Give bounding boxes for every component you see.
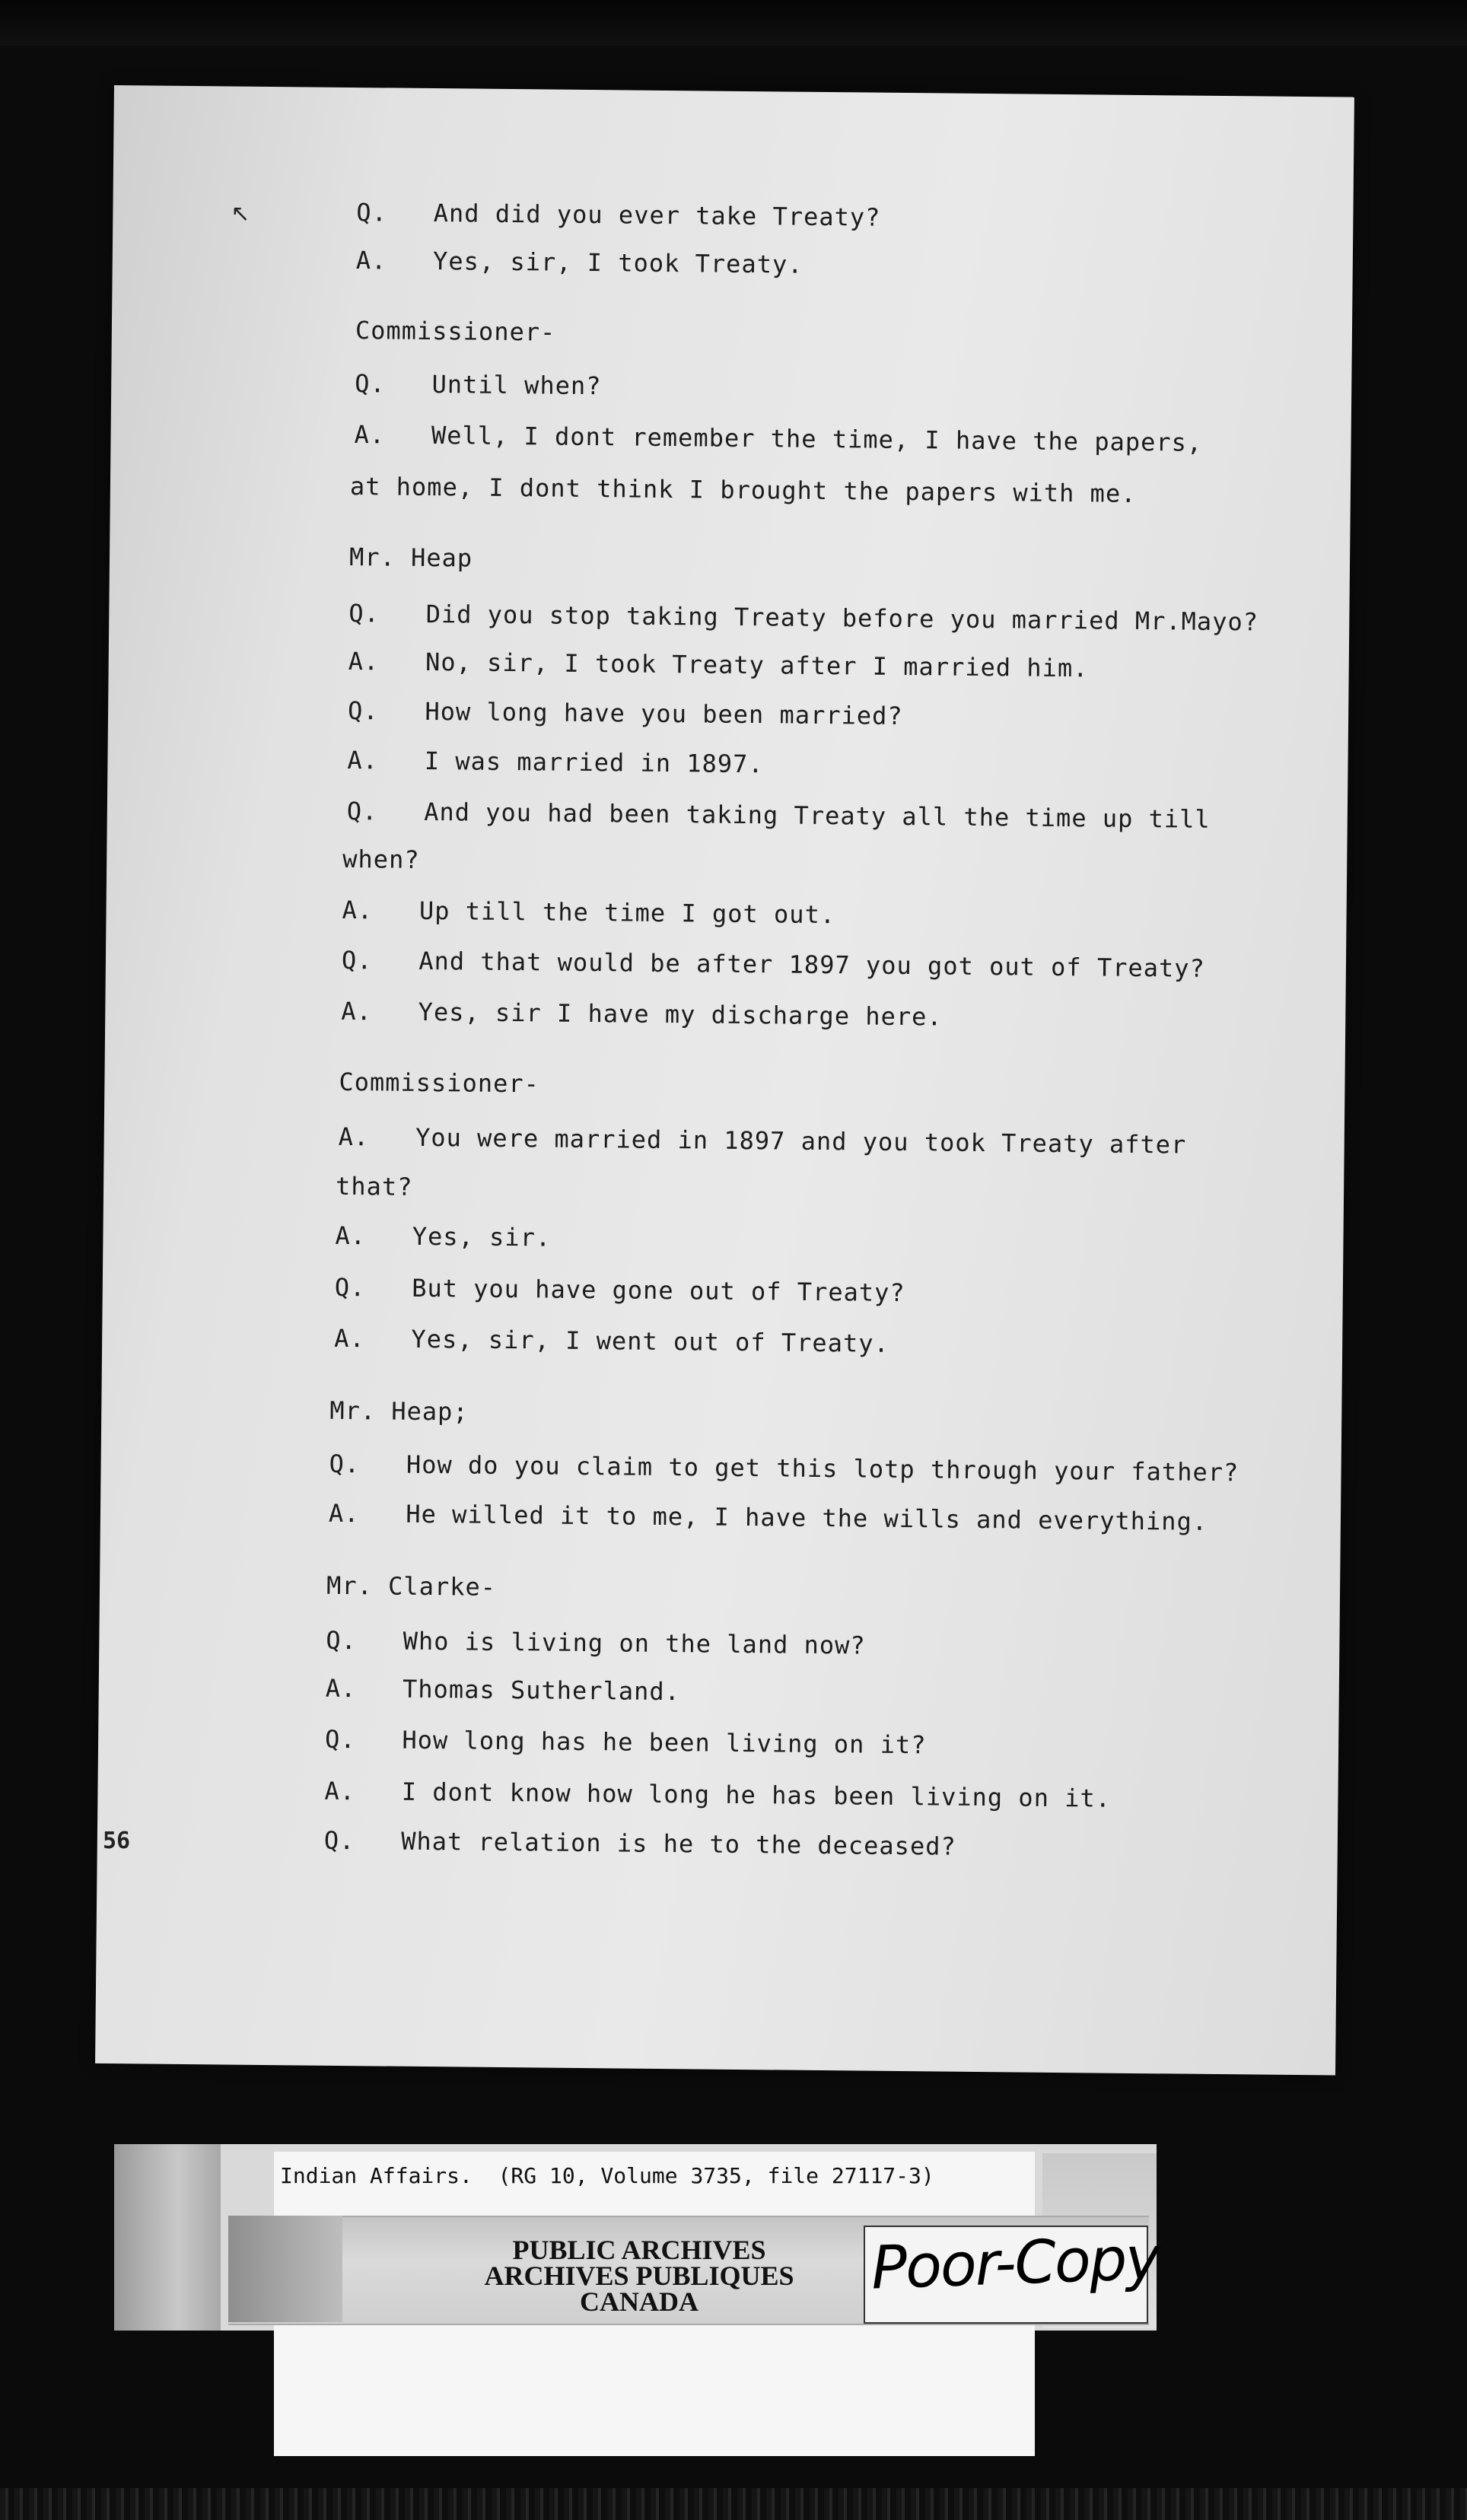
transcript-line: Q. How long has he been living on it? xyxy=(324,1724,927,1760)
transcript-line: Q. Until when? xyxy=(355,369,602,401)
transcript-line: Q. But you have gone out of Treaty? xyxy=(334,1272,905,1308)
transcript-line: Mr. Heap xyxy=(348,542,473,573)
margin-mark-icon: ↖ xyxy=(231,200,250,228)
transcript-line: A. Thomas Sutherland. xyxy=(325,1673,681,1707)
transcript-line: when? xyxy=(342,844,420,874)
transcript-line: Q. Did you stop taking Treaty before you married Mr.Mayo? xyxy=(348,598,1259,637)
transcript-line: Mr. Heap; xyxy=(329,1395,469,1427)
transcript-line: Q. How long have you been married? xyxy=(347,695,903,730)
transcript-line: A. He willed it to me, I have the wills and everything. xyxy=(328,1498,1208,1536)
document-page xyxy=(95,85,1354,2076)
transcript-line: Q. And that would be after 1897 you got out of Treaty? xyxy=(341,945,1205,983)
archive-line-1: PUBLIC ARCHIVES xyxy=(512,2235,766,2265)
archive-reference: Indian Affairs. (RG 10, Volume 3735, file 27117-3) xyxy=(280,2163,934,2188)
transcript-line: Q. And did you ever take Treaty? xyxy=(356,198,881,232)
transcript-line: that? xyxy=(335,1171,413,1201)
transcript-line: A. Yes, sir I have my discharge here. xyxy=(341,996,943,1032)
transcript-line: Commissioner- xyxy=(339,1067,540,1099)
poor-copy-stamp: Poor-Copy xyxy=(870,2224,1160,2303)
transcript-line: Q. Who is living on the land now? xyxy=(326,1625,866,1660)
archive-tape-edge xyxy=(228,2216,342,2322)
transcript-line: A. Yes, sir, I went out of Treaty. xyxy=(334,1323,889,1358)
transcript-line: Q. What relation is he to the deceased? xyxy=(323,1825,956,1861)
archive-line-2: ARCHIVES PUBLIQUES xyxy=(484,2261,794,2291)
archive-line-3: CANADA xyxy=(580,2286,698,2317)
transcript-line: A. Yes, sir, I took Treaty. xyxy=(355,246,804,279)
transcript-line: A. I was married in 1897. xyxy=(347,745,764,779)
transcript-line: A. Up till the time I got out. xyxy=(342,895,836,930)
label-strip-edge xyxy=(114,2144,221,2331)
transcript-line: Mr. Clarke- xyxy=(326,1570,497,1602)
transcript-line: Commissioner- xyxy=(355,316,556,347)
archive-stamp xyxy=(441,2237,837,2315)
transcript-line: Q. How do you claim to get this lotp through your father? xyxy=(329,1449,1239,1488)
transcript-line: A. I dont know how long he has been living on it. xyxy=(324,1776,1112,1813)
film-edge xyxy=(0,0,1467,46)
transcript-line: Q. And you had been taking Treaty all the time up till xyxy=(346,796,1211,834)
transcript-line: at home, I dont think I brought the papers with me. xyxy=(349,472,1137,508)
transcript-line: A. Yes, sir. xyxy=(335,1220,552,1252)
film-edge-bottom xyxy=(0,2488,1467,2520)
page-number: 56 xyxy=(103,1828,131,1854)
transcript-line: A. You were married in 1897 and you took Treaty after xyxy=(338,1122,1187,1160)
transcript-line: A. No, sir, I took Treaty after I married him. xyxy=(348,646,1089,683)
transcript-line: A. Well, I dont remember the time, I have the papers, xyxy=(354,420,1203,457)
